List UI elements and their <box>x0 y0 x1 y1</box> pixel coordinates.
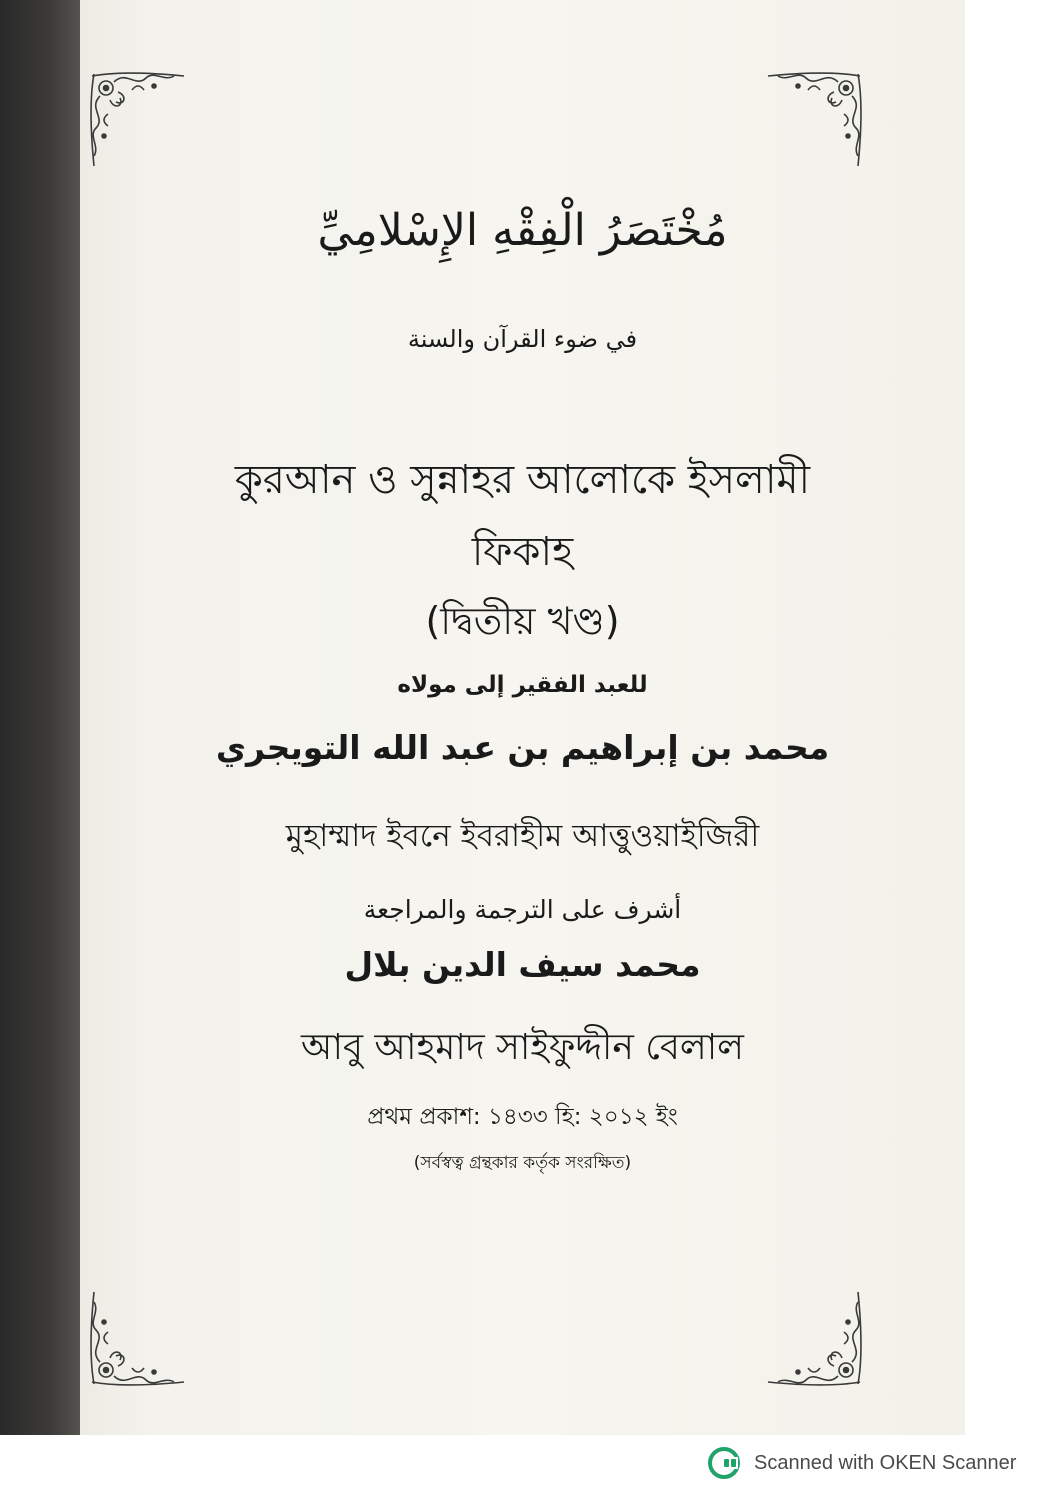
arabic-subtitle: في ضوء القرآن والسنة <box>407 325 638 353</box>
volume-label: (দ্বিতীয় খণ্ড) <box>425 599 620 643</box>
copyright-note: (সর্বস্বত্ব গ্রন্থকার কর্তৃক সংরক্ষিত) <box>413 1153 632 1173</box>
bangla-title-line1: কুরআন ও সুন্নাহর আলোকে ইসলামী <box>234 457 811 503</box>
arabic-by-line: للعبد الفقير إلى مولاه <box>397 672 648 698</box>
corner-ornament-icon <box>84 66 194 176</box>
scanner-watermark-text: Scanned with OKEN Scanner <box>754 1451 1017 1474</box>
corner-ornament-icon <box>84 1282 194 1392</box>
corner-ornament-icon <box>758 66 868 176</box>
arabic-author-name: محمد بن إبراهيم بن عبد الله التويجري <box>215 728 830 767</box>
arabic-book-title: مُخْتَصَرُ الْفِقْهِ الإِسْلامِيِّ <box>317 205 728 256</box>
corner-ornament-icon <box>758 1282 868 1392</box>
scanner-watermark <box>708 1446 1016 1480</box>
bangla-author-name: মুহাম্মাদ ইবনে ইবরাহীম আত্তুওয়াইজিরী <box>285 818 760 854</box>
book-binding-edge <box>0 0 80 1435</box>
arabic-supervisor-name: محمد سيف الدين بلال <box>344 945 701 984</box>
bangla-title-line2: ফিকাহ <box>471 529 574 575</box>
arabic-supervision-line: أشرف على الترجمة والمراجعة <box>363 895 682 924</box>
oken-scanner-logo-icon <box>708 1447 740 1479</box>
first-publication-line: প্রথম প্রকাশ: ১৪৩৩ হি: ২০১২ ইং <box>367 1104 678 1130</box>
bangla-supervisor-name: আবু আহমাদ সাইফুদ্দীন বেলাল <box>300 1027 745 1068</box>
